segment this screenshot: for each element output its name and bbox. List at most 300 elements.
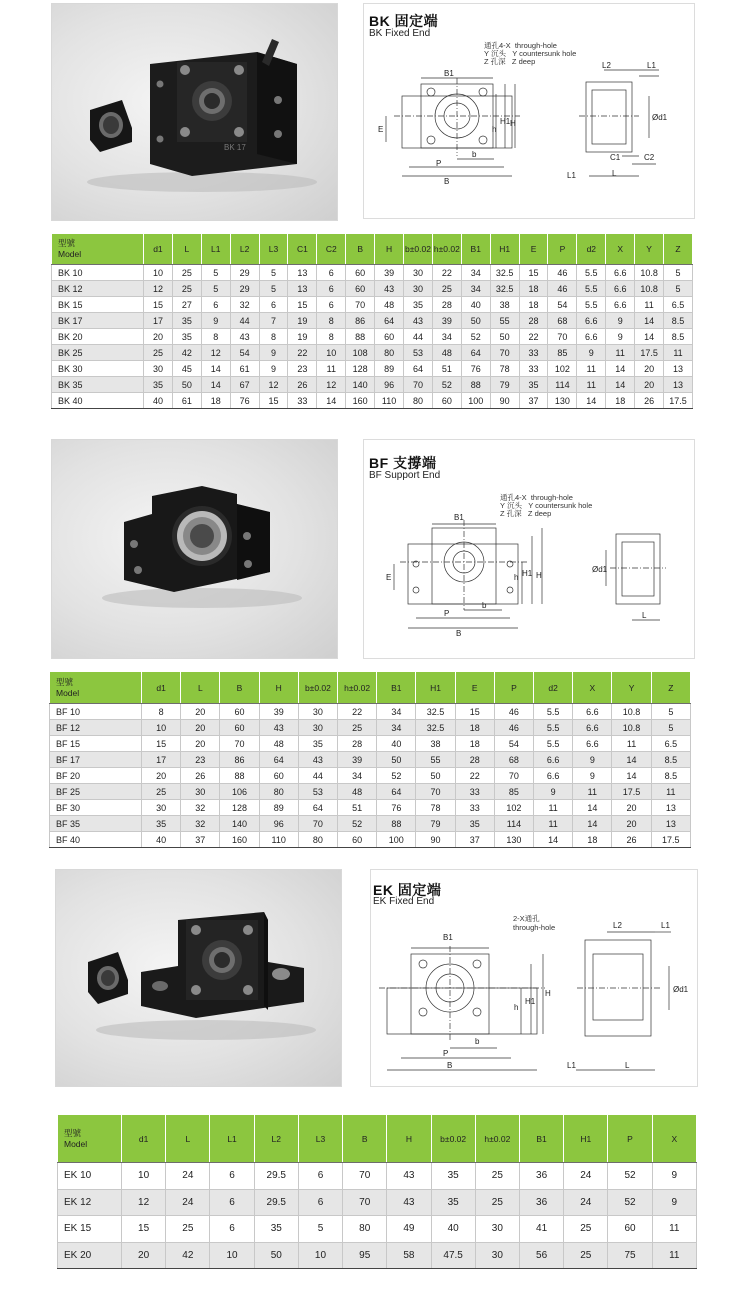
ek-dim-l2: L2	[613, 921, 622, 930]
bf-col-header: d2	[534, 672, 573, 704]
value-cell: 6.6	[573, 736, 612, 752]
value-cell: 28	[432, 297, 461, 313]
bk-col-header: b±0.02	[404, 234, 433, 265]
value-cell: 10	[317, 345, 346, 361]
value-cell: 25	[142, 784, 181, 800]
value-cell: 18	[606, 393, 635, 409]
table-row	[50, 752, 691, 768]
value-cell: 67	[230, 377, 259, 393]
bk-dim-c1: C1	[610, 153, 621, 162]
value-cell: 64	[377, 784, 416, 800]
value-cell: 48	[432, 345, 461, 361]
value-cell: 6.6	[573, 704, 612, 720]
bk-product-photo	[51, 3, 338, 221]
model-cell: BK 15	[52, 297, 144, 313]
bk-col-header: d1	[144, 234, 173, 265]
value-cell: 15	[259, 393, 288, 409]
value-cell: 56	[519, 1242, 563, 1269]
bf-dim-l: L	[642, 611, 647, 620]
value-cell: 60	[346, 265, 375, 281]
value-cell: 53	[404, 345, 433, 361]
value-cell: 11	[612, 736, 651, 752]
model-cell: EK 10	[58, 1163, 122, 1190]
model-cell: BF 12	[50, 720, 142, 736]
value-cell: 30	[181, 784, 220, 800]
value-cell: 30	[475, 1242, 519, 1269]
value-cell: 6.6	[577, 313, 606, 329]
value-cell: 70	[416, 784, 455, 800]
bf-block	[124, 486, 270, 592]
value-cell: 40	[142, 832, 181, 848]
value-cell: 5.5	[534, 704, 573, 720]
value-cell: 46	[494, 720, 533, 736]
ek-dim-l1: L1	[661, 921, 670, 930]
value-cell: 88	[461, 377, 490, 393]
value-cell: 32.5	[490, 265, 519, 281]
bk-col-header: H1	[490, 234, 519, 265]
value-cell: 29.5	[254, 1189, 298, 1216]
value-cell: 24	[166, 1189, 210, 1216]
ek-block	[141, 912, 304, 1018]
ek-dim-l: L	[625, 1061, 630, 1070]
table-row	[58, 1163, 697, 1190]
model-cell: BF 15	[50, 736, 142, 752]
ek-dim-b: b	[475, 1037, 480, 1046]
value-cell: 114	[548, 377, 577, 393]
value-cell: 35	[298, 736, 337, 752]
value-cell: 43	[259, 720, 298, 736]
value-cell: 43	[404, 313, 433, 329]
value-cell: 52	[432, 377, 461, 393]
value-cell: 70	[220, 736, 259, 752]
value-cell: 34	[338, 768, 377, 784]
value-cell: 140	[346, 377, 375, 393]
value-cell: 32	[181, 816, 220, 832]
value-cell: 22	[288, 345, 317, 361]
value-cell: 54	[548, 297, 577, 313]
value-cell: 34	[432, 329, 461, 345]
value-cell: 54	[494, 736, 533, 752]
value-cell: 46	[548, 265, 577, 281]
value-cell: 29	[230, 265, 259, 281]
bk-dim-b: b	[472, 150, 477, 159]
ek-col-header: B1	[519, 1115, 563, 1163]
bk-dim-p: P	[436, 159, 442, 168]
value-cell: 35	[431, 1189, 475, 1216]
bk-col-header: L3	[259, 234, 288, 265]
ek-col-header: L2	[254, 1115, 298, 1163]
bk-dim-c2: C2	[644, 153, 655, 162]
value-cell: 43	[298, 752, 337, 768]
value-cell: 13	[651, 800, 690, 816]
value-cell: 17.5	[612, 784, 651, 800]
value-cell: 70	[343, 1189, 387, 1216]
value-cell: 20	[612, 800, 651, 816]
value-cell: 11	[652, 1216, 696, 1243]
ek-col-header: L1	[210, 1115, 254, 1163]
bk-title: BK 固定端	[369, 13, 439, 29]
value-cell: 11	[651, 784, 690, 800]
value-cell: 13	[288, 265, 317, 281]
bf-col-header: Y	[612, 672, 651, 704]
bk-dim-hh: H	[510, 119, 516, 128]
value-cell: 6.6	[606, 281, 635, 297]
value-cell: 14	[573, 800, 612, 816]
value-cell: 37	[519, 393, 548, 409]
value-cell: 11	[317, 361, 346, 377]
table-row	[52, 345, 693, 361]
value-cell: 34	[377, 720, 416, 736]
value-cell: 50	[254, 1242, 298, 1269]
ek-product-photo	[55, 869, 342, 1087]
bk-block	[150, 39, 297, 176]
model-cell: BK 17	[52, 313, 144, 329]
value-cell: 42	[166, 1242, 210, 1269]
value-cell: 6	[210, 1216, 254, 1243]
value-cell: 12	[259, 377, 288, 393]
value-cell: 40	[377, 736, 416, 752]
value-cell: 5	[664, 281, 693, 297]
value-cell: 25	[172, 265, 201, 281]
model-cell: BF 30	[50, 800, 142, 816]
value-cell: 32.5	[416, 720, 455, 736]
value-cell: 11	[635, 297, 664, 313]
bk-dim-bb: B	[444, 177, 450, 186]
value-cell: 33	[455, 784, 494, 800]
value-cell: 40	[431, 1216, 475, 1243]
value-cell: 15	[519, 265, 548, 281]
value-cell: 86	[346, 313, 375, 329]
value-cell: 130	[494, 832, 533, 848]
ek-dim-bb: B	[447, 1061, 453, 1070]
value-cell: 128	[220, 800, 259, 816]
value-cell: 128	[346, 361, 375, 377]
value-cell: 64	[404, 361, 433, 377]
value-cell: 25	[432, 281, 461, 297]
value-cell: 32	[181, 800, 220, 816]
value-cell: 11	[577, 361, 606, 377]
bk-dim-l1: L1	[647, 61, 656, 70]
bf-title: BF 支撐端	[369, 455, 437, 471]
value-cell: 100	[461, 393, 490, 409]
value-cell: 70	[298, 816, 337, 832]
value-cell: 30	[404, 281, 433, 297]
bf-col-header: L	[181, 672, 220, 704]
bf-dim-e: E	[386, 573, 392, 582]
value-cell: 32	[230, 297, 259, 313]
value-cell: 9	[606, 329, 635, 345]
bf-note-2: Y 沉头 Y countersunk hole	[500, 501, 593, 510]
value-cell: 18	[519, 281, 548, 297]
ek-col-header: H1	[564, 1115, 608, 1163]
value-cell: 90	[490, 393, 519, 409]
value-cell: 95	[343, 1242, 387, 1269]
value-cell: 48	[338, 784, 377, 800]
value-cell: 60	[608, 1216, 652, 1243]
value-cell: 26	[612, 832, 651, 848]
value-cell: 22	[455, 768, 494, 784]
value-cell: 5	[259, 265, 288, 281]
value-cell: 12	[144, 281, 173, 297]
model-cell: BK 25	[52, 345, 144, 361]
value-cell: 60	[346, 281, 375, 297]
value-cell: 5	[201, 281, 230, 297]
value-cell: 64	[259, 752, 298, 768]
table-row	[50, 832, 691, 848]
ek-note-2: through-hole	[513, 923, 556, 932]
table-row	[52, 377, 693, 393]
value-cell: 25	[475, 1163, 519, 1190]
ek-col-header: L	[166, 1115, 210, 1163]
bf-dim-h: h	[514, 573, 519, 582]
value-cell: 85	[494, 784, 533, 800]
table-row	[52, 313, 693, 329]
bk-dim-l1b: L1	[567, 171, 576, 180]
bk-col-header: Z	[664, 234, 693, 265]
table-row	[58, 1216, 697, 1243]
value-cell: 68	[548, 313, 577, 329]
value-cell: 20	[181, 736, 220, 752]
value-cell: 25	[144, 345, 173, 361]
bf-col-header: P	[494, 672, 533, 704]
value-cell: 61	[172, 393, 201, 409]
value-cell: 10	[144, 265, 173, 281]
value-cell: 6	[259, 297, 288, 313]
value-cell: 52	[377, 768, 416, 784]
bk-col-header: d2	[577, 234, 606, 265]
value-cell: 5.5	[577, 265, 606, 281]
bf-subtitle: BF Support End	[369, 470, 441, 481]
ek-diagram	[370, 869, 698, 1087]
value-cell: 52	[608, 1163, 652, 1190]
value-cell: 51	[338, 800, 377, 816]
value-cell: 39	[338, 752, 377, 768]
bf-dim-bb: B	[456, 629, 462, 638]
value-cell: 20	[635, 361, 664, 377]
bf-col-header: B	[220, 672, 259, 704]
ek-dim-l1b: L1	[567, 1061, 576, 1070]
value-cell: 11	[534, 800, 573, 816]
value-cell: 14	[606, 377, 635, 393]
value-cell: 47.5	[431, 1242, 475, 1269]
value-cell: 20	[144, 329, 173, 345]
value-cell: 41	[519, 1216, 563, 1243]
value-cell: 76	[461, 361, 490, 377]
bk-note-3: Z 孔深 Z deep	[484, 57, 536, 66]
value-cell: 90	[416, 832, 455, 848]
value-cell: 24	[166, 1163, 210, 1190]
value-cell: 64	[461, 345, 490, 361]
bf-diagram	[363, 439, 695, 659]
value-cell: 6	[210, 1163, 254, 1190]
value-cell: 28	[455, 752, 494, 768]
value-cell: 70	[490, 345, 519, 361]
value-cell: 22	[432, 265, 461, 281]
ek-col-header: B	[343, 1115, 387, 1163]
value-cell: 44	[298, 768, 337, 784]
bf-dim-d1: Ød1	[592, 565, 608, 574]
value-cell: 38	[490, 297, 519, 313]
bf-col-header: h±0.02	[338, 672, 377, 704]
value-cell: 35	[431, 1163, 475, 1190]
value-cell: 50	[490, 329, 519, 345]
table-row	[50, 768, 691, 784]
value-cell: 20	[181, 720, 220, 736]
value-cell: 80	[375, 345, 404, 361]
value-cell: 50	[172, 377, 201, 393]
value-cell: 5.5	[577, 281, 606, 297]
bk-dim-b1: B1	[444, 69, 454, 78]
value-cell: 6.6	[606, 297, 635, 313]
value-cell: 14	[577, 393, 606, 409]
value-cell: 28	[519, 313, 548, 329]
value-cell: 25	[338, 720, 377, 736]
ek-dim-h: h	[514, 1003, 519, 1012]
ek-title: EK 固定端	[373, 882, 442, 898]
value-cell: 6.6	[606, 265, 635, 281]
table-row	[52, 265, 693, 281]
bk-col-header: P	[548, 234, 577, 265]
bk-diagram	[363, 3, 695, 219]
ek-col-header: b±0.02	[431, 1115, 475, 1163]
value-cell: 43	[375, 281, 404, 297]
ek-col-header: H	[387, 1115, 431, 1163]
bf-product-photo	[51, 439, 338, 659]
ek-spec-table	[57, 1114, 697, 1269]
value-cell: 8	[201, 329, 230, 345]
value-cell: 5	[664, 265, 693, 281]
value-cell: 35	[254, 1216, 298, 1243]
value-cell: 25	[475, 1189, 519, 1216]
bk-subtitle: BK Fixed End	[369, 28, 431, 39]
value-cell: 8	[142, 704, 181, 720]
model-cell: BK 20	[52, 329, 144, 345]
value-cell: 60	[259, 768, 298, 784]
value-cell: 22	[519, 329, 548, 345]
bk-model-header: 型號 Model	[52, 234, 144, 265]
value-cell: 6	[201, 297, 230, 313]
value-cell: 30	[298, 704, 337, 720]
value-cell: 5	[259, 281, 288, 297]
table-row	[52, 297, 693, 313]
value-cell: 80	[298, 832, 337, 848]
value-cell: 17	[144, 313, 173, 329]
value-cell: 43	[230, 329, 259, 345]
model-cell: BF 17	[50, 752, 142, 768]
model-cell: EK 12	[58, 1189, 122, 1216]
bk-spec-table	[51, 233, 693, 409]
table-row	[50, 736, 691, 752]
value-cell: 88	[377, 816, 416, 832]
value-cell: 9	[201, 313, 230, 329]
value-cell: 35	[172, 313, 201, 329]
bf-col-header: b±0.02	[298, 672, 337, 704]
value-cell: 10.8	[612, 720, 651, 736]
value-cell: 32.5	[490, 281, 519, 297]
value-cell: 60	[220, 704, 259, 720]
table-row	[58, 1242, 697, 1269]
ek-col-header: L3	[298, 1115, 342, 1163]
value-cell: 14	[635, 329, 664, 345]
bf-dim-b: b	[482, 601, 487, 610]
value-cell: 6.6	[534, 752, 573, 768]
value-cell: 8.5	[664, 329, 693, 345]
table-row	[50, 704, 691, 720]
value-cell: 44	[230, 313, 259, 329]
value-cell: 10	[298, 1242, 342, 1269]
bk-part-marking: BK 17	[224, 143, 246, 152]
value-cell: 9	[652, 1189, 696, 1216]
value-cell: 10	[210, 1242, 254, 1269]
value-cell: 33	[455, 800, 494, 816]
value-cell: 12	[122, 1189, 166, 1216]
value-cell: 32.5	[416, 704, 455, 720]
table-row	[52, 329, 693, 345]
value-cell: 9	[259, 345, 288, 361]
value-cell: 70	[548, 329, 577, 345]
ek-model-header: 型號 Model	[58, 1115, 122, 1163]
value-cell: 19	[288, 313, 317, 329]
value-cell: 14	[612, 768, 651, 784]
value-cell: 6	[317, 265, 346, 281]
value-cell: 9	[534, 784, 573, 800]
value-cell: 6.5	[664, 297, 693, 313]
bk-col-header: h±0.02	[432, 234, 461, 265]
value-cell: 13	[664, 361, 693, 377]
value-cell: 10.8	[612, 704, 651, 720]
value-cell: 35	[455, 816, 494, 832]
value-cell: 29.5	[254, 1163, 298, 1190]
model-cell: EK 15	[58, 1216, 122, 1243]
value-cell: 9	[573, 768, 612, 784]
bk-nut	[90, 100, 132, 152]
bk-note-2: Y 沉头 Y countersunk hole	[484, 49, 577, 58]
value-cell: 8.5	[664, 313, 693, 329]
value-cell: 17.5	[651, 832, 690, 848]
ek-col-header: d1	[122, 1115, 166, 1163]
value-cell: 18	[455, 720, 494, 736]
bf-col-header: E	[455, 672, 494, 704]
bf-note-3: Z 孔深 Z deep	[500, 509, 552, 518]
value-cell: 54	[230, 345, 259, 361]
value-cell: 102	[494, 800, 533, 816]
value-cell: 14	[606, 361, 635, 377]
value-cell: 33	[288, 393, 317, 409]
value-cell: 53	[298, 784, 337, 800]
value-cell: 46	[548, 281, 577, 297]
value-cell: 102	[548, 361, 577, 377]
bf-spec-table	[49, 671, 691, 848]
bk-dim-h1: H1	[500, 117, 511, 126]
value-cell: 15	[288, 297, 317, 313]
bf-dim-h1: H1	[522, 569, 533, 578]
value-cell: 39	[375, 265, 404, 281]
value-cell: 88	[346, 329, 375, 345]
value-cell: 30	[298, 720, 337, 736]
table-row	[52, 361, 693, 377]
value-cell: 26	[288, 377, 317, 393]
value-cell: 14	[534, 832, 573, 848]
value-cell: 11	[534, 816, 573, 832]
value-cell: 52	[338, 816, 377, 832]
bf-note-1: 通孔4-X through-hole	[500, 493, 573, 502]
ek-dim-hh: H	[545, 989, 551, 998]
ek-drawing	[371, 870, 697, 1086]
value-cell: 52	[461, 329, 490, 345]
value-cell: 11	[652, 1242, 696, 1269]
value-cell: 25	[172, 281, 201, 297]
value-cell: 89	[259, 800, 298, 816]
